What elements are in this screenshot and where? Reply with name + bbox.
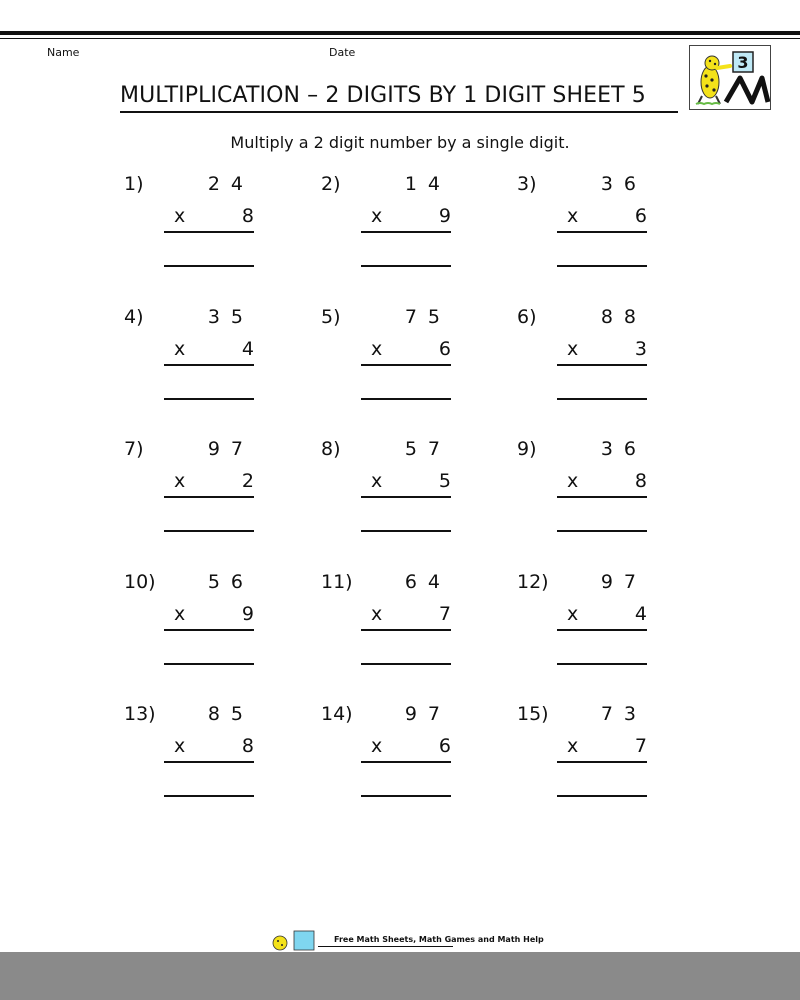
instructions: Multiply a 2 digit number by a single digit. (230, 133, 570, 152)
operation-rule (361, 496, 451, 498)
operation-rule (164, 231, 254, 233)
problem-12 (517, 571, 677, 681)
top-number: 88 (600, 306, 647, 328)
multiplier: 6 (634, 205, 647, 227)
operation-rule (164, 496, 254, 498)
problem-number: 14) (321, 703, 353, 725)
page-title: MULTIPLICATION – 2 DIGITS BY 1 DIGIT SHEET 5 (120, 83, 646, 108)
problem-number: 5) (321, 306, 341, 328)
multiplier: 8 (241, 735, 254, 757)
times-sign: x (174, 735, 186, 757)
problem-9 (517, 438, 677, 548)
problem-6 (517, 306, 677, 416)
name-label: Name (47, 46, 80, 59)
problem-7 (124, 438, 284, 548)
operation-rule (164, 629, 254, 631)
times-sign: x (567, 338, 579, 360)
top-number: 36 (600, 173, 647, 195)
problem-1 (124, 173, 284, 283)
times-sign: x (371, 603, 383, 625)
times-sign: x (371, 205, 383, 227)
problem-number: 8) (321, 438, 341, 460)
answer-line[interactable] (361, 663, 451, 665)
title-underline (120, 111, 678, 113)
problem-number: 12) (517, 571, 549, 593)
multiplier: 8 (241, 205, 254, 227)
answer-line[interactable] (164, 398, 254, 400)
site-logo (689, 45, 771, 110)
answer-line[interactable] (361, 265, 451, 267)
multiplier: 7 (634, 735, 647, 757)
multiplier: 6 (438, 338, 451, 360)
problem-3 (517, 173, 677, 283)
answer-line[interactable] (164, 265, 254, 267)
problem-number: 10) (124, 571, 156, 593)
operation-rule (164, 761, 254, 763)
problem-10 (124, 571, 284, 681)
top-number: 97 (404, 703, 451, 725)
top-number: 97 (600, 571, 647, 593)
top-number: 75 (404, 306, 451, 328)
top-number: 85 (207, 703, 254, 725)
top-rule (0, 31, 800, 35)
operation-rule (361, 629, 451, 631)
problem-number: 2) (321, 173, 341, 195)
problem-number: 3) (517, 173, 537, 195)
problem-number: 1) (124, 173, 144, 195)
answer-line[interactable] (557, 265, 647, 267)
multiplier: 6 (438, 735, 451, 757)
times-sign: x (371, 338, 383, 360)
problem-5 (321, 306, 481, 416)
problem-number: 7) (124, 438, 144, 460)
top-rule-thin (0, 38, 800, 39)
times-sign: x (174, 205, 186, 227)
problem-13 (124, 703, 284, 813)
top-number: 35 (207, 306, 254, 328)
answer-line[interactable] (557, 530, 647, 532)
top-number: 64 (404, 571, 451, 593)
multiplier: 3 (634, 338, 647, 360)
times-sign: x (567, 735, 579, 757)
multiplier: 5 (438, 470, 451, 492)
date-label: Date (329, 46, 356, 59)
operation-rule (557, 364, 647, 366)
top-number: 97 (207, 438, 254, 460)
problem-4 (124, 306, 284, 416)
footer-underline (318, 946, 453, 947)
times-sign: x (174, 603, 186, 625)
bottom-band (0, 952, 800, 1000)
multiplier: 8 (634, 470, 647, 492)
footer-text[interactable]: Free Math Sheets, Math Games and Math Help (334, 935, 544, 944)
multiplier: 4 (241, 338, 254, 360)
answer-line[interactable] (557, 398, 647, 400)
times-sign: x (174, 470, 186, 492)
answer-line[interactable] (361, 530, 451, 532)
problem-number: 6) (517, 306, 537, 328)
problem-2 (321, 173, 481, 283)
times-sign: x (371, 735, 383, 757)
problem-8 (321, 438, 481, 548)
multiplier: 4 (634, 603, 647, 625)
operation-rule (164, 364, 254, 366)
top-number: 14 (404, 173, 451, 195)
answer-line[interactable] (557, 663, 647, 665)
operation-rule (361, 231, 451, 233)
problem-14 (321, 703, 481, 813)
top-number: 73 (600, 703, 647, 725)
problem-number: 15) (517, 703, 549, 725)
problem-15 (517, 703, 677, 813)
answer-line[interactable] (164, 795, 254, 797)
answer-line[interactable] (361, 795, 451, 797)
top-number: 36 (600, 438, 647, 460)
problem-number: 9) (517, 438, 537, 460)
top-number: 56 (207, 571, 254, 593)
times-sign: x (567, 470, 579, 492)
problem-number: 4) (124, 306, 144, 328)
multiplier: 9 (241, 603, 254, 625)
footer-logo (268, 928, 316, 952)
operation-rule (557, 496, 647, 498)
answer-line[interactable] (164, 663, 254, 665)
answer-line[interactable] (361, 398, 451, 400)
operation-rule (361, 761, 451, 763)
times-sign: x (174, 338, 186, 360)
operation-rule (557, 761, 647, 763)
multiplier: 9 (438, 205, 451, 227)
times-sign: x (567, 603, 579, 625)
top-number: 24 (207, 173, 254, 195)
times-sign: x (371, 470, 383, 492)
operation-rule (557, 231, 647, 233)
times-sign: x (567, 205, 579, 227)
problem-number: 13) (124, 703, 156, 725)
multiplier: 2 (241, 470, 254, 492)
operation-rule (361, 364, 451, 366)
logo-grade: 3 (737, 53, 749, 72)
answer-line[interactable] (557, 795, 647, 797)
multiplier: 7 (438, 603, 451, 625)
top-number: 57 (404, 438, 451, 460)
problem-number: 11) (321, 571, 353, 593)
problem-11 (321, 571, 481, 681)
answer-line[interactable] (164, 530, 254, 532)
operation-rule (557, 629, 647, 631)
